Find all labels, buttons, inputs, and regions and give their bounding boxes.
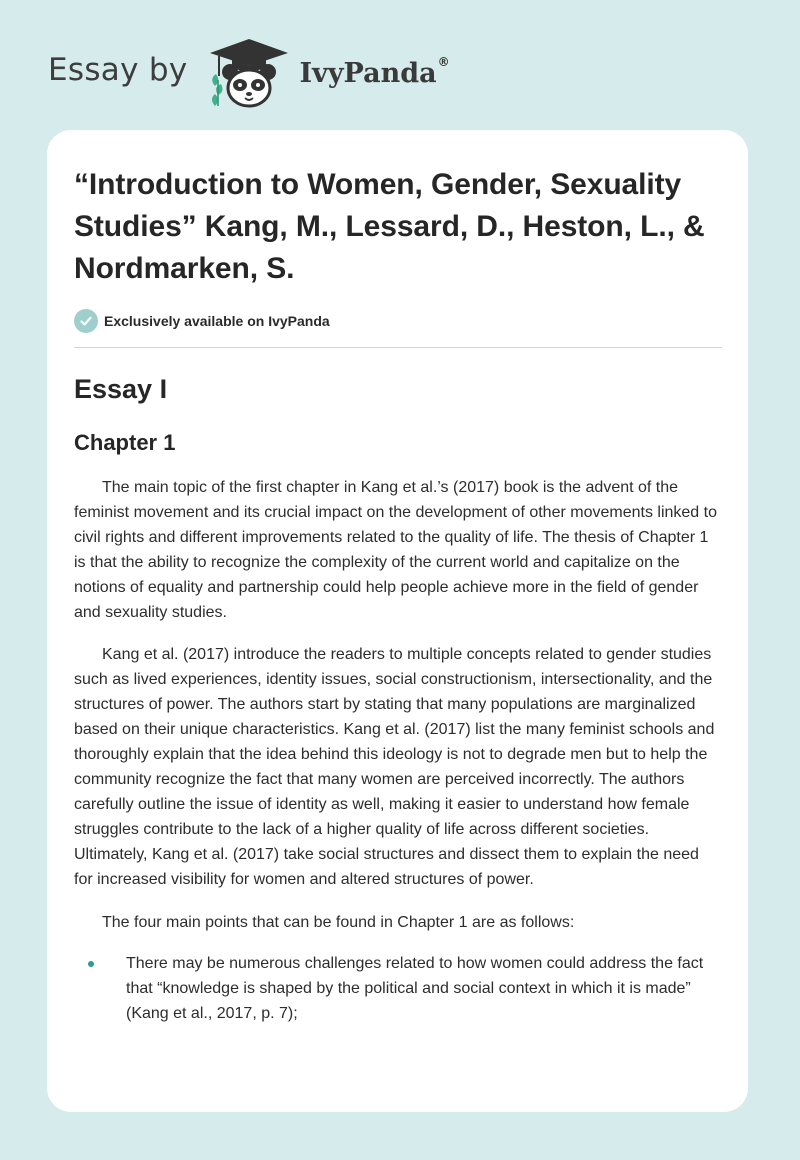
badge-label: Exclusively available on IvyPanda <box>104 313 330 329</box>
chapter-heading: Chapter 1 <box>74 430 176 455</box>
paragraph: The four main points that can be found in Chapter 1 are as follows: <box>102 913 575 931</box>
brand-header[interactable] <box>48 36 450 108</box>
section-heading: Essay I <box>74 374 168 404</box>
article-title: “Introduction to Women, Gender, Sexuality Studies” Kang, M., Lessard, D., Heston, L., & Nordmarken, S. <box>74 168 705 285</box>
check-circle-icon <box>74 309 98 333</box>
paragraph: The main topic of the first chapter in Kang et al.’s (2017) book is the advent of the feminist movement and its crucial impact on the development of other movements linked to civil rights and different improvements related to the quality of life. The thesis of Chapter 1 is that the ability to recognize the complexity of the current world and capitalize on the notions of equality and partnership could help people achieve more in the field of gender and sexuality studies. <box>74 479 717 621</box>
bullet-dot-icon <box>88 961 94 967</box>
exclusive-badge <box>74 309 722 333</box>
paragraph: Kang et al. (2017) introduce the readers to multiple concepts related to gender studies such as lived experiences, identity issues, social constructionism, intersectionality, and the structures of power. The authors start by stating that many populations are marginalized based on their unique characteristics. Kang et al. (2017) list the many feminist schools and thoroughly explain that the idea behind this ideology is not to degrade men but to help the community recognize the fact that many women are perceived incorrectly. The authors carefully outline the issue of identity as well, making it easier to understand how female struggles contribute to the lack of a higher quality of life across different societies. Ultimately, Kang et al. (2017) take social structures and dissect them to explain the need for increased visibility for women and altered structures of power. <box>74 646 715 888</box>
list-item-text: There may be numerous challenges related to how women could address the fact that “knowledge is shaped by the political and social context in which it is made” (Kang et al., 2017, p. 7); <box>126 955 704 1023</box>
registered-mark: ® <box>437 54 450 69</box>
key-points-list <box>74 952 722 1027</box>
article-card <box>47 130 748 1112</box>
brand-name-text: IvyPanda <box>299 57 437 89</box>
brand-name <box>299 54 450 89</box>
title-divider <box>74 347 722 348</box>
brand-prefix: Essay by <box>48 51 188 88</box>
list-item <box>74 952 722 1027</box>
panda-graduate-icon <box>202 36 296 108</box>
